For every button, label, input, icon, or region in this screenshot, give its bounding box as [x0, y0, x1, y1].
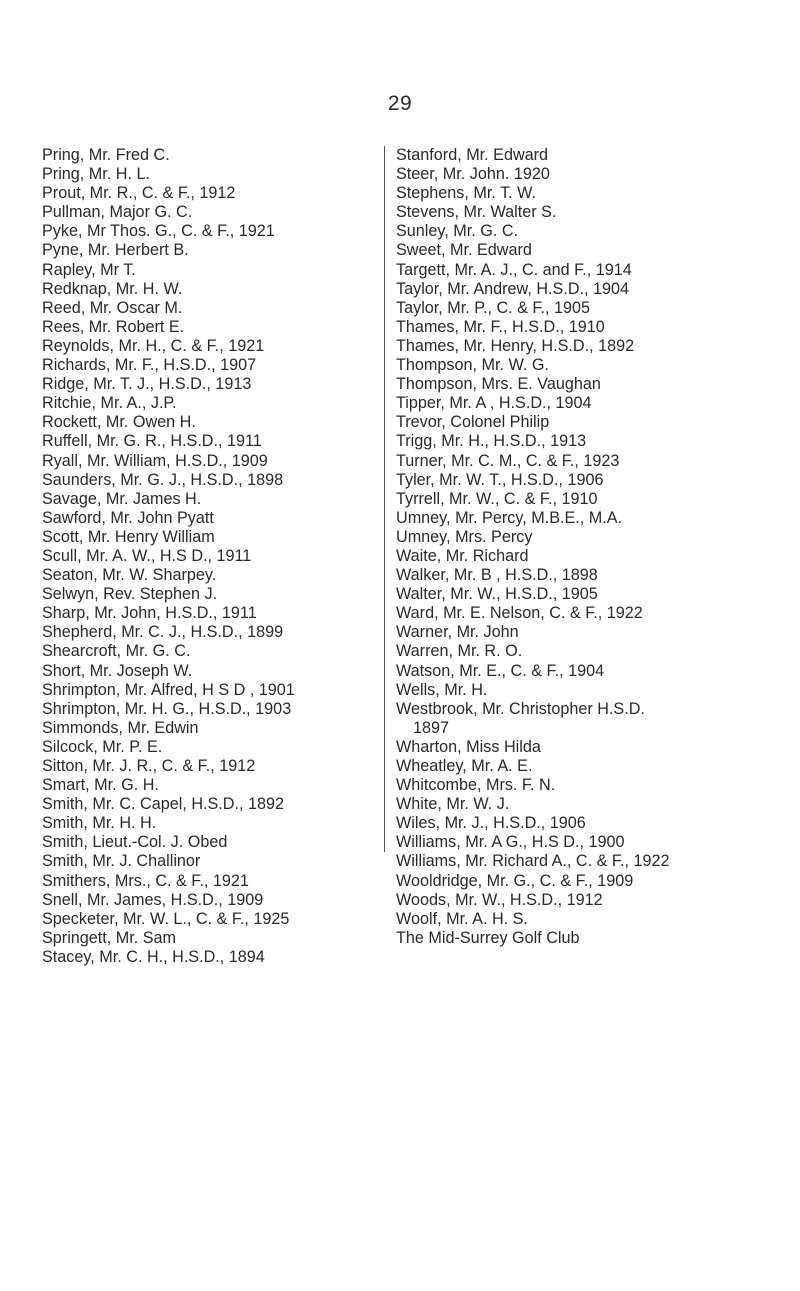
member-entry: Waite, Mr. Richard [396, 546, 529, 565]
member-entry: Stephens, Mr. T. W. [396, 184, 537, 203]
member-entry: Ritchie, Mr. A., J.P. [42, 394, 177, 413]
member-entry: Wiles, Mr. J., H.S.D., 1906 [396, 814, 586, 833]
member-entry: Wells, Mr. H. [396, 680, 488, 699]
member-entry: Prout, Mr. R., C. & F., 1912 [42, 184, 236, 203]
member-entry: Thompson, Mrs. E. Vaughan [396, 375, 601, 394]
member-entry: Seaton, Mr. W. Sharpey. [42, 566, 217, 585]
member-entry: Wharton, Miss Hilda [396, 737, 541, 756]
member-entry: Ruffell, Mr. G. R., H.S.D., 1911 [42, 432, 262, 451]
member-entry: Whitcombe, Mrs. F. N. [396, 776, 556, 795]
member-entry: Shrimpton, Mr. Alfred, H S D , 1901 [42, 680, 295, 699]
member-entry: Umney, Mrs. Percy [396, 527, 533, 546]
member-entry: Stevens, Mr. Walter S. [396, 203, 557, 222]
member-entry: Woolf, Mr. A. H. S. [396, 909, 528, 928]
member-entry: Watson, Mr. E., C. & F., 1904 [396, 661, 605, 680]
member-entry: Pring, Mr. Fred C. [42, 146, 170, 164]
member-entry: Smart, Mr. G. H. [42, 776, 159, 795]
member-entry: Reed, Mr. Oscar M. [42, 298, 183, 317]
member-entry: Richards, Mr. F., H.S.D., 1907 [42, 356, 257, 375]
member-entry: Springett, Mr. Sam [42, 928, 177, 947]
column-divider [384, 146, 385, 852]
member-entry: Snell, Mr. James, H.S.D., 1909 [42, 890, 264, 909]
member-entry: Stacey, Mr. C. H., H.S.D., 1894 [42, 947, 265, 966]
member-entry: Woods, Mr. W., H.S.D., 1912 [396, 890, 603, 909]
member-entry-continuation: 1897 [413, 718, 450, 737]
member-entry: Tipper, Mr. A , H.S.D., 1904 [396, 394, 592, 413]
member-entry: Steer, Mr. John. 1920 [396, 165, 550, 184]
member-entry: Savage, Mr. James H. [42, 489, 202, 508]
member-entry: Rockett, Mr. Owen H. [42, 413, 196, 432]
member-entry: Walter, Mr. W., H.S.D., 1905 [396, 585, 598, 604]
member-entry: Sunley, Mr. G. C. [396, 222, 519, 241]
member-entry: Pullman, Major G. C. [42, 203, 193, 222]
member-entry: Umney, Mr. Percy, M.B.E., M.A. [396, 508, 623, 527]
member-entry: Pyne, Mr. Herbert B. [42, 241, 189, 260]
member-entry: Saunders, Mr. G. J., H.S.D., 1898 [42, 470, 284, 489]
member-entry: Rapley, Mr T. [42, 260, 136, 279]
member-entry: Simmonds, Mr. Edwin [42, 718, 199, 737]
member-list-right-column [396, 146, 796, 948]
member-entry: Sharp, Mr. John, H.S.D., 1911 [42, 604, 257, 623]
member-entry: Taylor, Mr. Andrew, H.S.D., 1904 [396, 279, 630, 298]
member-entry: Stanford, Mr. Edward [396, 146, 549, 164]
member-entry: Ward, Mr. E. Nelson, C. & F., 1922 [396, 604, 643, 623]
member-entry: Redknap, Mr. H. W. [42, 279, 183, 298]
member-entry: Warren, Mr. R. O. [396, 642, 523, 661]
member-entry: Walker, Mr. B , H.S.D., 1898 [396, 566, 598, 585]
member-entry: Tyler, Mr. W. T., H.S.D., 1906 [396, 470, 604, 489]
member-entry: Sitton, Mr. J. R., C. & F., 1912 [42, 757, 256, 775]
member-entry: Selwyn, Rev. Stephen J. [42, 585, 218, 604]
member-entry: Scull, Mr. A. W., H.S D., 1911 [42, 546, 252, 565]
member-entry: Wheatley, Mr. A. E. [396, 757, 533, 775]
member-entry: Scott, Mr. Henry William [42, 527, 215, 546]
member-entry: Trevor, Colonel Philip [396, 413, 550, 432]
member-entry: Thompson, Mr. W. G. [396, 356, 549, 375]
member-entry: Sawford, Mr. John Pyatt [42, 508, 214, 527]
member-entry: Ridge, Mr. T. J., H.S.D., 1913 [42, 375, 252, 394]
member-entry: Ryall, Mr. William, H.S.D., 1909 [42, 451, 268, 470]
member-entry: Targett, Mr. A. J., C. and F., 1914 [396, 260, 632, 279]
member-entry: Shepherd, Mr. C. J., H.S.D., 1899 [42, 623, 284, 642]
member-entry: Shrimpton, Mr. H. G., H.S.D., 1903 [42, 699, 292, 718]
member-entry: Trigg, Mr. H., H.S.D., 1913 [396, 432, 587, 451]
member-entry: The Mid-Surrey Golf Club [396, 928, 580, 947]
member-entry: Smith, Mr. C. Capel, H.S.D., 1892 [42, 795, 284, 814]
member-entry: Turner, Mr. C. M., C. & F., 1923 [396, 451, 620, 470]
member-entry: Reynolds, Mr. H., C. & F., 1921 [42, 336, 265, 355]
member-entry: Thames, Mr. F., H.S.D., 1910 [396, 317, 605, 336]
member-entry: Westbrook, Mr. Christopher H.S.D. [396, 699, 645, 718]
member-entry: Thames, Mr. Henry, H.S.D., 1892 [396, 336, 635, 355]
member-entry: Silcock, Mr. P. E. [42, 737, 163, 756]
member-entry: Williams, Mr. A G., H.S D., 1900 [396, 833, 625, 852]
member-entry: White, Mr. W. J. [396, 795, 510, 814]
member-entry: Short, Mr. Joseph W. [42, 661, 193, 680]
member-entry: Warner, Mr. John [396, 623, 519, 642]
member-entry: Pring, Mr. H. L. [42, 165, 150, 184]
member-entry: Smith, Lieut.-Col. J. Obed [42, 833, 228, 852]
member-entry: Smith, Mr. J. Challinor [42, 852, 201, 871]
member-entry: Wooldridge, Mr. G., C. & F., 1909 [396, 871, 634, 890]
member-entry: Smith, Mr. H. H. [42, 814, 157, 833]
member-entry: Shearcroft, Mr. G. C. [42, 642, 191, 661]
member-list-left-column [42, 146, 372, 967]
member-entry: Williams, Mr. Richard A., C. & F., 1922 [396, 852, 670, 871]
member-entry: Specketer, Mr. W. L., C. & F., 1925 [42, 909, 290, 928]
member-entry: Smithers, Mrs., C. & F., 1921 [42, 871, 249, 890]
member-entry: Rees, Mr. Robert E. [42, 317, 185, 336]
member-entry: Tyrrell, Mr. W., C. & F., 1910 [396, 489, 598, 508]
member-entry: Taylor, Mr. P., C. & F., 1905 [396, 298, 591, 317]
page-number: 29 [387, 92, 413, 115]
member-entry: Sweet, Mr. Edward [396, 241, 532, 260]
member-entry: Pyke, Mr Thos. G., C. & F., 1921 [42, 222, 275, 241]
